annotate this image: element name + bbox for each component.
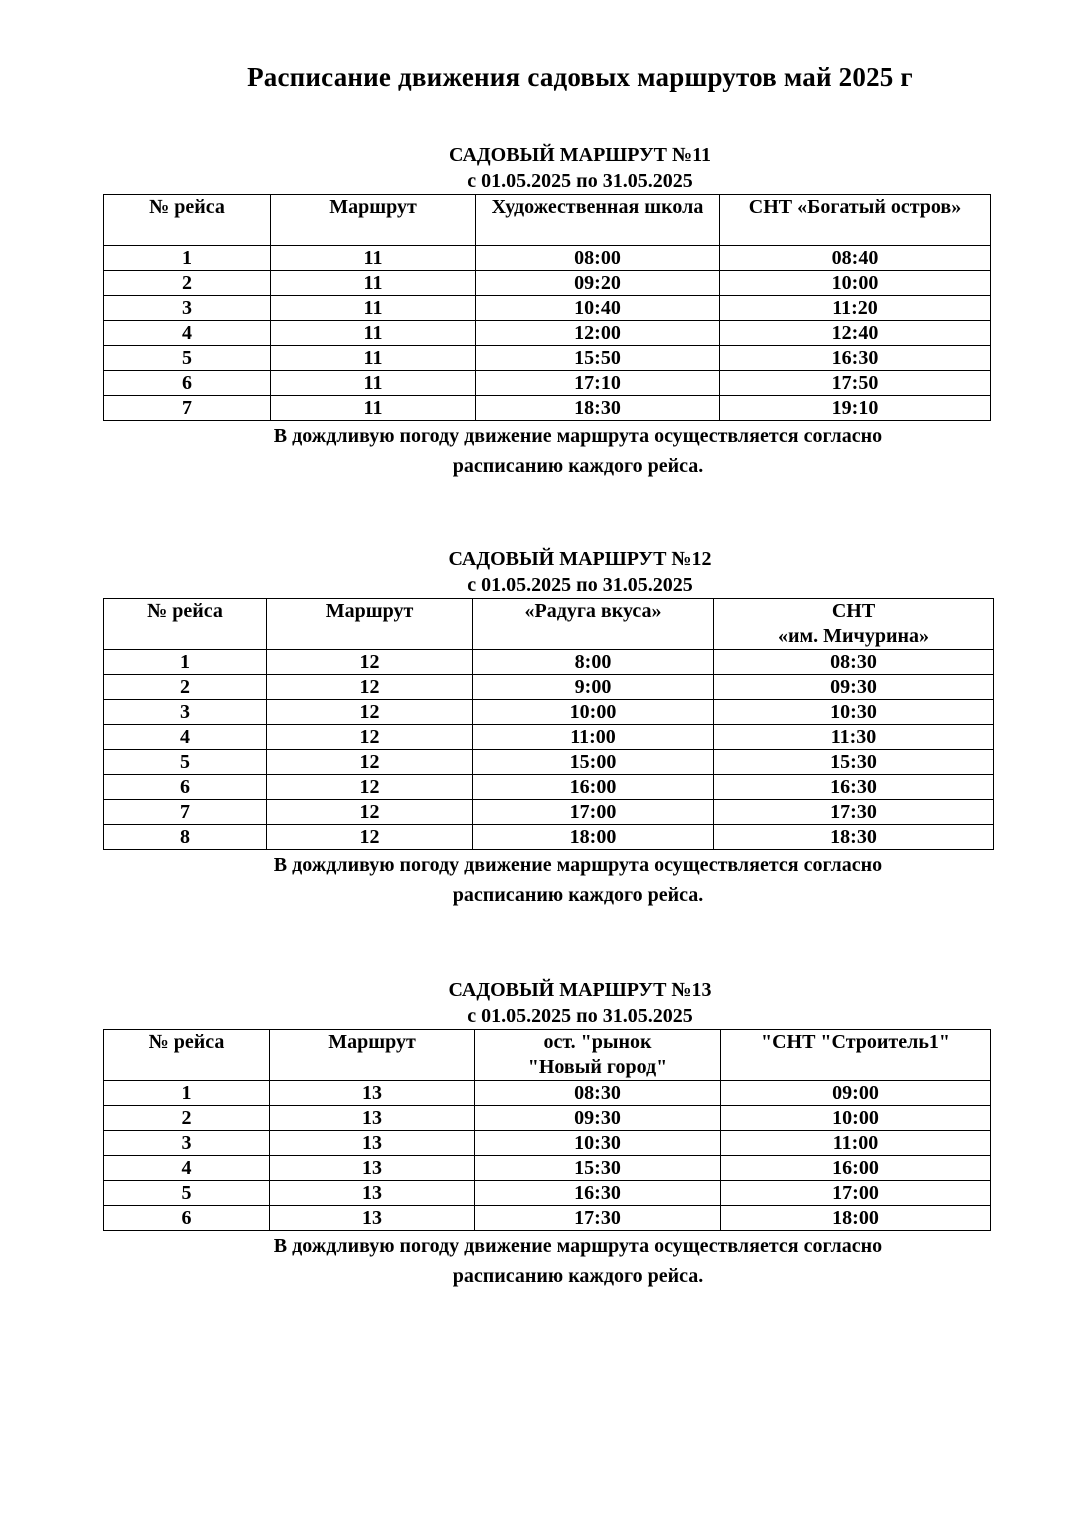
arrival-time-cell: 11:00 xyxy=(721,1131,991,1156)
departure-stop-line-1: ост. "рынок xyxy=(543,1031,652,1053)
trip-number-cell: 5 xyxy=(104,346,271,371)
route-heading: САДОВЫЙ МАРШРУТ №13 xyxy=(448,979,712,1001)
departure-time-cell: 17:30 xyxy=(475,1206,721,1231)
departure-time-cell: 18:00 xyxy=(473,825,714,850)
trip-number-cell: 8 xyxy=(104,825,267,850)
table-header-row xyxy=(104,195,991,246)
col-route: Маршрут xyxy=(271,195,476,246)
departure-time-cell: 10:00 xyxy=(473,700,714,725)
arrival-time-cell: 10:00 xyxy=(720,271,991,296)
table-row xyxy=(104,1131,991,1156)
route-number-cell: 13 xyxy=(270,1131,475,1156)
route-number-cell: 11 xyxy=(271,321,476,346)
trip-number-cell: 2 xyxy=(104,1106,270,1131)
route-number-cell: 11 xyxy=(271,246,476,271)
table-row xyxy=(104,246,991,271)
route-number-cell: 12 xyxy=(267,650,473,675)
rain-note-line-1: В дождливую погоду движение маршрута осуществляется согласно xyxy=(273,1235,883,1257)
departure-time-cell: 15:50 xyxy=(476,346,720,371)
departure-time-cell: 9:00 xyxy=(473,675,714,700)
departure-time-cell: 8:00 xyxy=(473,650,714,675)
arrival-stop-line-2: «им. Мичурина» xyxy=(778,625,929,647)
rain-note xyxy=(0,850,1080,910)
route-number-cell: 13 xyxy=(270,1181,475,1206)
route-number-cell: 12 xyxy=(267,825,473,850)
arrival-time-cell: 08:30 xyxy=(714,650,994,675)
trip-number-cell: 6 xyxy=(104,775,267,800)
col-departure-stop: Художественная школа xyxy=(476,195,720,246)
table-row xyxy=(104,825,994,850)
table-row xyxy=(104,650,994,675)
arrival-time-cell: 08:40 xyxy=(720,246,991,271)
trip-number-cell: 2 xyxy=(104,271,271,296)
route-period: с 01.05.2025 по 31.05.2025 xyxy=(467,170,693,192)
schedule-table xyxy=(103,598,994,850)
arrival-time-cell: 09:00 xyxy=(721,1081,991,1106)
arrival-time-cell: 16:30 xyxy=(714,775,994,800)
table-header-row xyxy=(104,1030,991,1081)
route-heading: САДОВЫЙ МАРШРУТ №11 xyxy=(449,144,711,166)
route-number-cell: 12 xyxy=(267,750,473,775)
route-number-cell: 11 xyxy=(271,296,476,321)
route-period: с 01.05.2025 по 31.05.2025 xyxy=(467,574,693,596)
arrival-stop-line-1: СНТ xyxy=(831,600,876,622)
trip-number-cell: 5 xyxy=(104,750,267,775)
route-number-cell: 13 xyxy=(270,1206,475,1231)
departure-time-cell: 09:30 xyxy=(475,1106,721,1131)
trip-number-cell: 4 xyxy=(104,725,267,750)
arrival-time-cell: 18:30 xyxy=(714,825,994,850)
rain-note-line-1: В дождливую погоду движение маршрута осуществляется согласно xyxy=(273,425,883,447)
col-trip-number: № рейса xyxy=(104,195,271,246)
departure-time-cell: 10:30 xyxy=(475,1131,721,1156)
trip-number-cell: 6 xyxy=(104,371,271,396)
table-row xyxy=(104,346,991,371)
table-row xyxy=(104,1181,991,1206)
trip-number-cell: 3 xyxy=(104,700,267,725)
trip-number-cell: 2 xyxy=(104,675,267,700)
route-number-cell: 11 xyxy=(271,396,476,421)
table-row xyxy=(104,1106,991,1131)
col-departure-stop: «Радуга вкуса» xyxy=(473,599,714,650)
departure-stop-line-2: "Новый город" xyxy=(527,1056,668,1078)
trip-number-cell: 7 xyxy=(104,800,267,825)
departure-time-cell: 17:10 xyxy=(476,371,720,396)
arrival-time-cell: 12:40 xyxy=(720,321,991,346)
table-row xyxy=(104,396,991,421)
table-row xyxy=(104,1081,991,1106)
route-period: с 01.05.2025 по 31.05.2025 xyxy=(467,1005,693,1027)
trip-number-cell: 1 xyxy=(104,246,271,271)
rain-note-line-2: расписанию каждого рейса. xyxy=(452,455,704,477)
arrival-time-cell: 17:30 xyxy=(714,800,994,825)
arrival-time-cell: 19:10 xyxy=(720,396,991,421)
table-row xyxy=(104,675,994,700)
route-number-cell: 13 xyxy=(270,1081,475,1106)
arrival-time-cell: 09:30 xyxy=(714,675,994,700)
departure-time-cell: 15:00 xyxy=(473,750,714,775)
departure-time-cell: 08:30 xyxy=(475,1081,721,1106)
trip-number-cell: 3 xyxy=(104,296,271,321)
trip-number-cell: 1 xyxy=(104,1081,270,1106)
departure-time-cell: 16:00 xyxy=(473,775,714,800)
arrival-time-cell: 15:30 xyxy=(714,750,994,775)
table-row xyxy=(104,1156,991,1181)
table-row xyxy=(104,296,991,321)
departure-time-cell: 16:30 xyxy=(475,1181,721,1206)
table-row xyxy=(104,725,994,750)
arrival-time-cell: 16:30 xyxy=(720,346,991,371)
route-number-cell: 12 xyxy=(267,775,473,800)
col-arrival-stop: СНТ «Богатый остров» xyxy=(720,195,991,246)
route-section-13 xyxy=(0,977,1080,1291)
arrival-time-cell: 10:00 xyxy=(721,1106,991,1131)
table-row xyxy=(104,371,991,396)
table-row xyxy=(104,800,994,825)
col-route: Маршрут xyxy=(267,599,473,650)
departure-time-cell: 08:00 xyxy=(476,246,720,271)
schedule-table xyxy=(103,1029,991,1231)
trip-number-cell: 6 xyxy=(104,1206,270,1231)
col-trip-number: № рейса xyxy=(104,599,267,650)
rain-note xyxy=(0,1231,1080,1291)
rain-note-line-1: В дождливую погоду движение маршрута осуществляется согласно xyxy=(273,854,883,876)
trip-number-cell: 1 xyxy=(104,650,267,675)
departure-time-cell: 18:30 xyxy=(476,396,720,421)
rain-note xyxy=(0,421,1080,481)
page-title: Расписание движения садовых маршрутов май 2025 г xyxy=(247,62,913,92)
route-number-cell: 12 xyxy=(267,800,473,825)
route-number-cell: 12 xyxy=(267,700,473,725)
schedule-table xyxy=(103,194,991,421)
col-route: Маршрут xyxy=(270,1030,475,1081)
arrival-time-cell: 17:00 xyxy=(721,1181,991,1206)
route-number-cell: 13 xyxy=(270,1106,475,1131)
route-section-12 xyxy=(0,546,1080,910)
trip-number-cell: 4 xyxy=(104,321,271,346)
col-departure-stop xyxy=(475,1030,721,1081)
trip-number-cell: 7 xyxy=(104,396,271,421)
arrival-time-cell: 18:00 xyxy=(721,1206,991,1231)
col-trip-number: № рейса xyxy=(104,1030,270,1081)
arrival-time-cell: 10:30 xyxy=(714,700,994,725)
table-header-row xyxy=(104,599,994,650)
route-number-cell: 11 xyxy=(271,371,476,396)
table-row xyxy=(104,700,994,725)
rain-note-line-2: расписанию каждого рейса. xyxy=(452,884,704,906)
route-number-cell: 13 xyxy=(270,1156,475,1181)
departure-time-cell: 15:30 xyxy=(475,1156,721,1181)
route-number-cell: 12 xyxy=(267,675,473,700)
trip-number-cell: 4 xyxy=(104,1156,270,1181)
col-arrival-stop xyxy=(714,599,994,650)
arrival-time-cell: 11:30 xyxy=(714,725,994,750)
table-row xyxy=(104,1206,991,1231)
route-heading: САДОВЫЙ МАРШРУТ №12 xyxy=(448,548,712,570)
col-arrival-stop: "СНТ "Строитель1" xyxy=(721,1030,991,1081)
route-section-11 xyxy=(0,142,1080,481)
arrival-time-cell: 16:00 xyxy=(721,1156,991,1181)
table-row xyxy=(104,321,991,346)
trip-number-cell: 3 xyxy=(104,1131,270,1156)
table-row xyxy=(104,750,994,775)
route-number-cell: 11 xyxy=(271,346,476,371)
departure-time-cell: 10:40 xyxy=(476,296,720,321)
departure-time-cell: 17:00 xyxy=(473,800,714,825)
departure-time-cell: 09:20 xyxy=(476,271,720,296)
arrival-time-cell: 17:50 xyxy=(720,371,991,396)
departure-time-cell: 12:00 xyxy=(476,321,720,346)
rain-note-line-2: расписанию каждого рейса. xyxy=(452,1265,704,1287)
table-row xyxy=(104,271,991,296)
table-row xyxy=(104,775,994,800)
departure-time-cell: 11:00 xyxy=(473,725,714,750)
arrival-time-cell: 11:20 xyxy=(720,296,991,321)
route-number-cell: 12 xyxy=(267,725,473,750)
route-number-cell: 11 xyxy=(271,271,476,296)
trip-number-cell: 5 xyxy=(104,1181,270,1206)
